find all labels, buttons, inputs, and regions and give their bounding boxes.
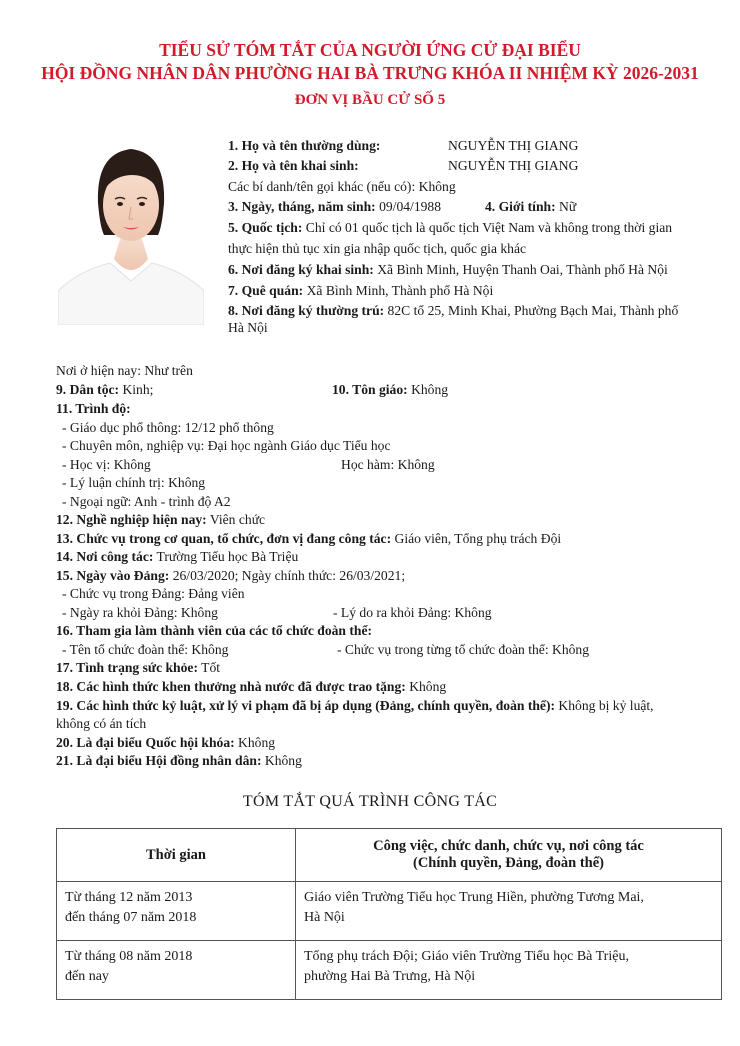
field-discipline: 19. Các hình thức kỷ luật, xử lý vi phạm đã bị áp dụng (Đảng, chính quyền, đoàn thể): Không bị kỷ luật, xyxy=(56,698,654,713)
edu-degree: - Học vị: Không xyxy=(62,457,151,472)
edu-political-theory: - Lý luận chính trị: Không xyxy=(62,475,206,490)
field-occupation: 12. Nghề nghiệp hiện nay: Viên chức xyxy=(56,512,266,527)
field-permanent-residence: 8. Nơi đăng ký thường trú: 82C tổ 25, Minh Khai, Phường Bạch Mai, Thành phố xyxy=(228,303,679,318)
edu-academic-title: Học hàm: Không xyxy=(341,457,435,472)
field-education: 11. Trình độ: xyxy=(56,401,131,416)
field-discipline-cont: không có án tích xyxy=(56,716,147,731)
document-title-line-2: HỘI ĐỒNG NHÂN DÂN PHƯỜNG HAI BÀ TRƯNG KHÓA II NHIỆM KỲ 2026-2031 xyxy=(41,63,699,83)
field-gender: 4. Giới tính: Nữ xyxy=(485,199,577,214)
field-alias: Các bí danh/tên gọi khác (nếu có): Không xyxy=(228,179,456,194)
field-ethnicity: 9. Dân tộc: Kinh; xyxy=(56,382,154,397)
org-position: - Chức vụ trong từng tổ chức đoàn thể: Không xyxy=(337,642,590,657)
field-awards: 18. Các hình thức khen thưởng nhà nước đã được trao tặng: Không xyxy=(56,679,447,694)
field-birth-name-value: NGUYỄN THỊ GIANG xyxy=(448,158,579,173)
table-row xyxy=(57,882,722,941)
field-nationality-cont: thực hiện thủ tục xin gia nhập quốc tịch, quốc gia khác xyxy=(228,241,527,256)
field-birth-registration: 6. Nơi đăng ký khai sinh: Xã Bình Minh, Huyện Thanh Oai, Thành phố Hà Nội xyxy=(228,262,668,277)
edu-major: - Chuyên môn, nghiệp vụ: Đại học ngành Giáo dục Tiểu học xyxy=(62,438,391,453)
document-title-line-1: TIỂU SỬ TÓM TẮT CỦA NGƯỜI ỨNG CỬ ĐẠI BIỂU xyxy=(159,40,581,60)
row-time: Từ tháng 12 năm 2013 đến tháng 07 năm 2018 xyxy=(57,882,296,941)
row-description: Tổng phụ trách Đội; Giáo viên Trường Tiểu học Bà Triệu, phường Hai Bà Trưng, Hà Nội xyxy=(296,941,722,1000)
edu-foreign-language: - Ngoại ngữ: Anh - trình độ A2 xyxy=(62,494,231,509)
row-description: Giáo viên Trường Tiểu học Trung Hiền, phường Tương Mai, Hà Nội xyxy=(296,882,722,941)
org-name: - Tên tổ chức đoàn thể: Không xyxy=(62,642,229,657)
field-common-name: 1. Họ và tên thường dùng: xyxy=(228,138,381,153)
work-history-table xyxy=(56,828,722,1000)
field-common-name-value: NGUYỄN THỊ GIANG xyxy=(448,138,579,153)
field-party-join-date: 15. Ngày vào Đảng: 26/03/2020; Ngày chính thức: 26/03/2021; xyxy=(56,568,406,583)
field-permanent-residence-cont: Hà Nội xyxy=(228,320,268,335)
header-description: Công việc, chức danh, chức vụ, nơi công tác (Chính quyền, Đảng, đoàn thể) xyxy=(296,829,722,882)
table-row xyxy=(57,941,722,1000)
field-current-residence: Nơi ở hiện nay: Như trên xyxy=(56,363,193,378)
field-hometown: 7. Quê quán: Xã Bình Minh, Thành phố Hà Nội xyxy=(228,283,494,298)
header-time: Thời gian xyxy=(57,829,296,882)
field-birth-date: 3. Ngày, tháng, năm sinh: 09/04/1988 xyxy=(228,199,442,214)
work-history-title: TÓM TẮT QUÁ TRÌNH CÔNG TÁC xyxy=(242,793,498,810)
field-national-assembly: 20. Là đại biểu Quốc hội khóa: Không xyxy=(56,735,276,750)
party-leave-date: - Ngày ra khỏi Đảng: Không xyxy=(62,605,218,620)
field-health: 17. Tình trạng sức khỏe: Tốt xyxy=(56,660,221,675)
field-workplace: 14. Nơi công tác: Trường Tiểu học Bà Triệu xyxy=(56,549,299,564)
field-birth-name: 2. Họ và tên khai sinh: xyxy=(228,158,359,173)
party-leave-reason: - Lý do ra khỏi Đảng: Không xyxy=(333,605,492,620)
portrait-illustration xyxy=(58,131,204,325)
row-time: Từ tháng 08 năm 2018 đến nay xyxy=(57,941,296,1000)
field-position: 13. Chức vụ trong cơ quan, tổ chức, đơn vị đang công tác: Giáo viên, Tổng phụ trách Đội xyxy=(56,531,562,546)
field-nationality: 5. Quốc tịch: Chỉ có 01 quốc tịch là quốc tịch Việt Nam và không trong thời gian xyxy=(228,220,673,235)
table-header-row xyxy=(57,829,722,882)
electoral-unit-title: ĐƠN VỊ BẦU CỬ SỐ 5 xyxy=(294,92,446,108)
field-religion: 10. Tôn giáo: Không xyxy=(332,382,449,397)
field-peoples-council: 21. Là đại biểu Hội đồng nhân dân: Không xyxy=(56,753,302,768)
field-organizations: 16. Tham gia làm thành viên của các tổ chức đoàn thể: xyxy=(56,623,373,638)
party-position: - Chức vụ trong Đảng: Đảng viên xyxy=(62,586,245,601)
candidate-portrait-photo xyxy=(58,131,204,325)
edu-general: - Giáo dục phổ thông: 12/12 phổ thông xyxy=(62,420,274,435)
